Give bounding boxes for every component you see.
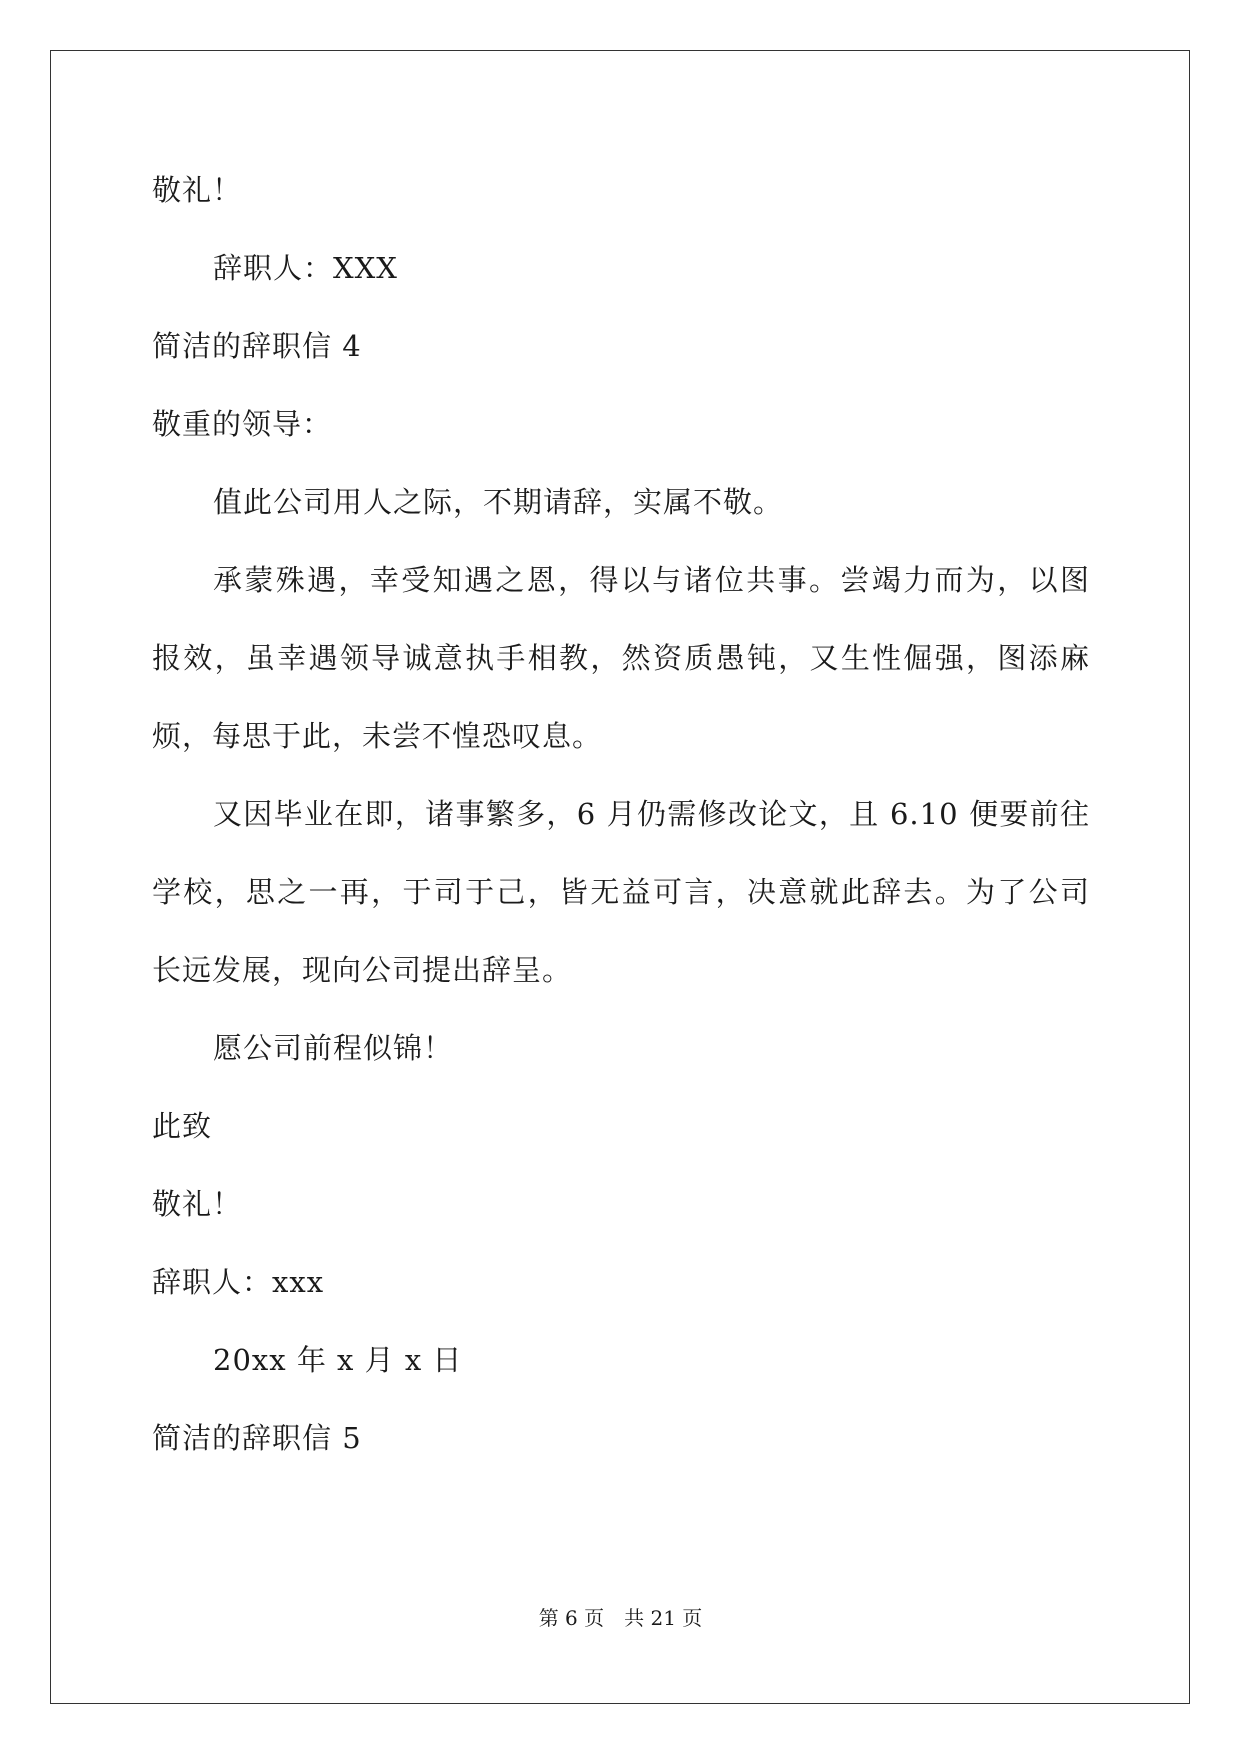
page-footer (0, 1604, 1241, 1632)
section-heading-5: 简洁的辞职信 5 (152, 1421, 362, 1455)
closing-line: 此致 (152, 1109, 213, 1143)
paragraph-line: 烦，每思于此，未尝不惶恐叹息。 (152, 719, 603, 753)
salutation-text: 敬礼！ (152, 1187, 243, 1221)
greeting-line: 敬重的领导： (152, 407, 333, 441)
paragraph-line: 又因毕业在即，诸事繁多，6 月仍需修改论文，且 6.10 便要前往 (213, 797, 1090, 831)
paragraph-line: 长远发展，现向公司提出辞呈。 (152, 953, 573, 987)
paragraph-line: 学校，思之一再，于司于己，皆无益可言，决意就此辞去。为了公司 (152, 875, 1090, 909)
salutation-text: 敬礼！ (152, 173, 243, 207)
page-total: 共 21 页 (624, 1606, 703, 1630)
wish-line: 愿公司前程似锦！ (213, 1031, 454, 1065)
signer-line: 辞职人：XXX (213, 251, 398, 285)
signer-line: 辞职人：xxx (152, 1265, 325, 1299)
page-number: 第 6 页 (538, 1606, 605, 1630)
paragraph-line: 报效，虽幸遇领导诚意执手相教，然资质愚钝，又生性倔强，图添麻 (152, 641, 1090, 675)
paragraph-line: 承蒙殊遇，幸受知遇之恩，得以与诸位共事。尝竭力而为，以图 (213, 563, 1090, 597)
date-line: 20xx 年 x 月 x 日 (213, 1343, 463, 1377)
paragraph-line: 值此公司用人之际，不期请辞，实属不敬。 (213, 485, 784, 519)
section-heading-4: 简洁的辞职信 4 (152, 329, 362, 363)
